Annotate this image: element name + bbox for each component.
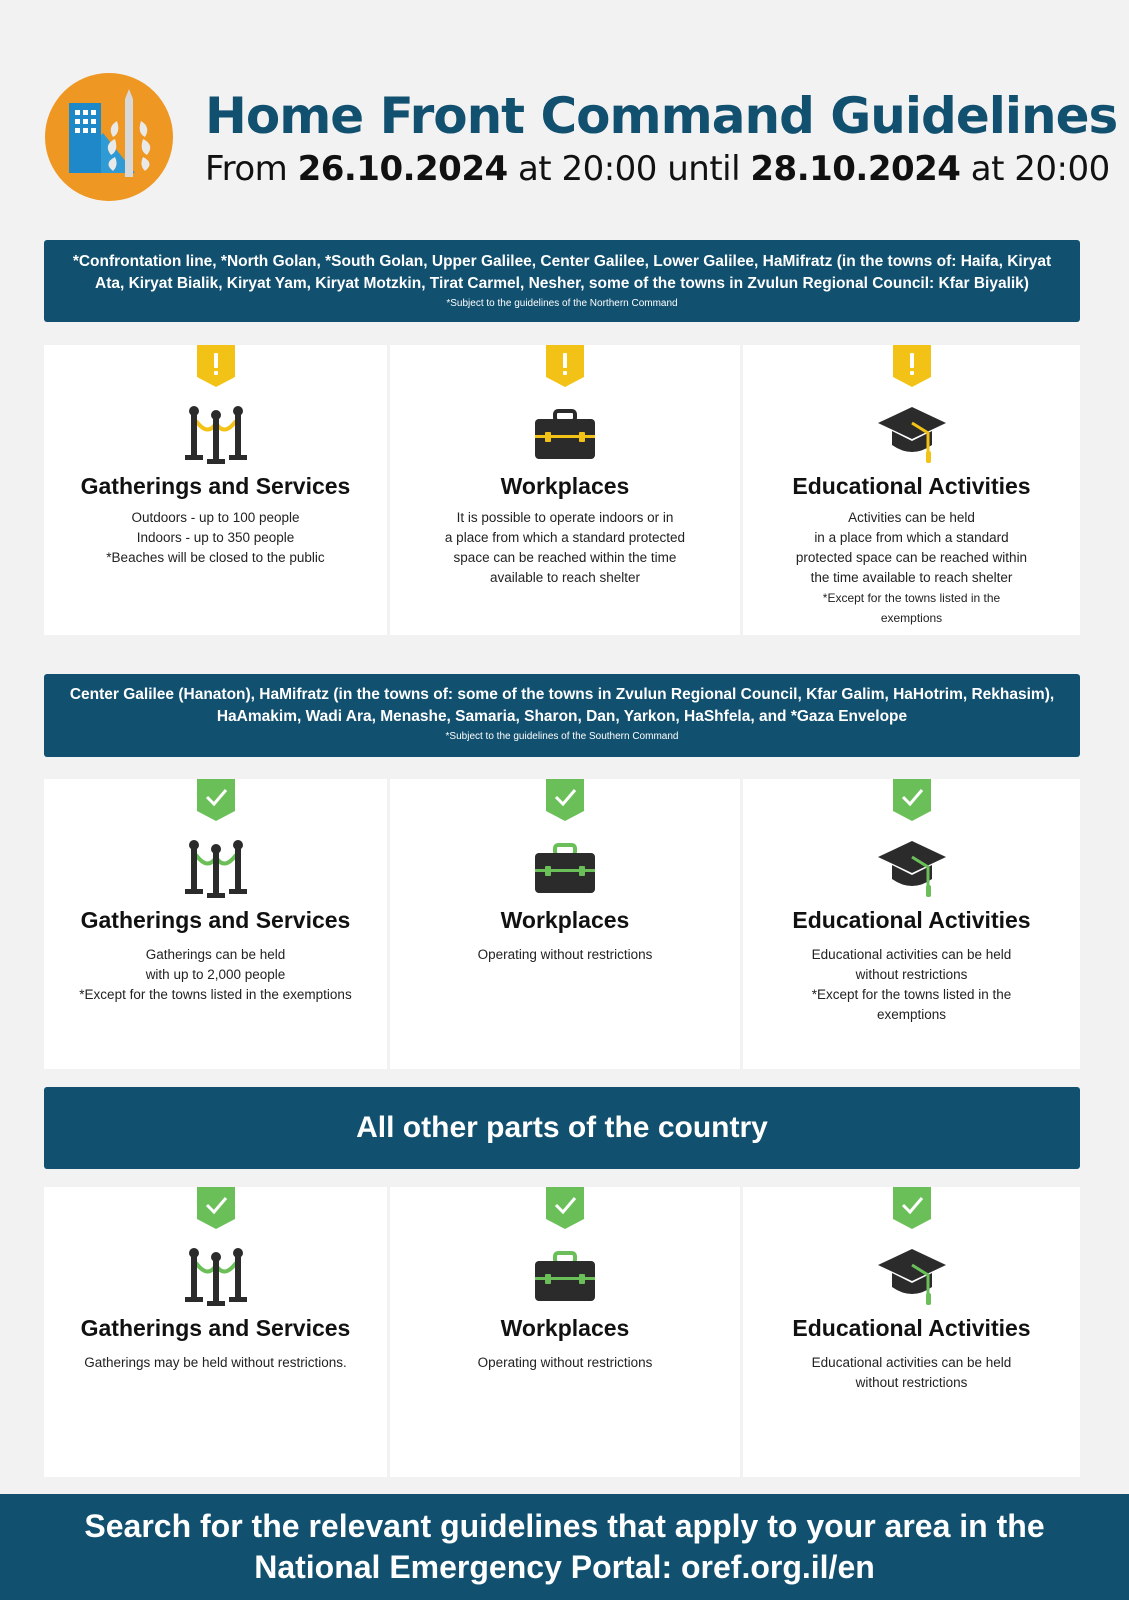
card-title: Educational Activities xyxy=(792,907,1031,933)
end-date: 28.10.2024 xyxy=(750,149,961,189)
card-line: the time available to reach shelter xyxy=(810,570,1013,585)
checkmark-icon xyxy=(197,1187,235,1229)
zone-3-cards xyxy=(44,1187,1080,1477)
card-line: Gatherings can be held xyxy=(145,947,286,962)
zone-1-areas: *Confrontation line, *North Golan, *South Golan, Upper Galilee, Center Galilee, Lower Galilee, HaMifratz (in the towns of: Haifa, Kiryat Ata, Kiryat Bialik, Kiryat Yam, Kiryat Motzkin, Tirat Carmel, Nesher, some of the towns in Zvulun Regional Council: Kfar Biyalik) xyxy=(72,253,1052,292)
start-date: 26.10.2024 xyxy=(297,149,508,189)
card-title: Workplaces xyxy=(500,473,630,499)
exclamation-icon xyxy=(893,345,931,387)
stanchions-icon xyxy=(180,835,252,901)
workplaces-card xyxy=(390,1187,740,1477)
card-title: Gatherings and Services xyxy=(80,1315,351,1341)
zone-1-cards xyxy=(44,345,1080,635)
checkmark-icon xyxy=(893,1187,931,1229)
card-title: Workplaces xyxy=(500,1315,630,1341)
home-front-command-logo-icon xyxy=(45,73,173,201)
gatherings-card xyxy=(44,779,387,1069)
card-line: Activities can be held xyxy=(848,510,975,525)
card-footnote: exemptions xyxy=(880,611,943,625)
stanchions-icon xyxy=(180,401,252,467)
card-line: Educational activities can be held xyxy=(811,1355,1012,1370)
card-footnote: *Except for the towns listed in the xyxy=(822,591,1001,605)
checkmark-icon xyxy=(546,779,584,821)
card-body xyxy=(402,945,728,965)
card-line: Gatherings may be held without restrictions. xyxy=(84,1355,347,1370)
card-line: space can be reached within the time xyxy=(453,550,677,565)
from-word: From xyxy=(205,149,288,189)
exclamation-icon xyxy=(197,345,235,387)
briefcase-icon xyxy=(529,835,601,901)
card-title: Educational Activities xyxy=(792,1315,1031,1341)
exclamation-icon xyxy=(546,345,584,387)
briefcase-icon xyxy=(529,1243,601,1309)
graduation-cap-icon xyxy=(876,1243,948,1309)
checkmark-icon xyxy=(893,779,931,821)
page-title: Home Front Command Guidelines xyxy=(205,87,1118,145)
gatherings-card xyxy=(44,345,387,635)
card-line: a place from which a standard protected xyxy=(444,530,686,545)
card-body xyxy=(402,508,728,588)
card-title: Gatherings and Services xyxy=(80,907,351,933)
card-line: exemptions xyxy=(876,1007,947,1022)
gatherings-card xyxy=(44,1187,387,1477)
card-body xyxy=(56,508,375,568)
zone-2-cards xyxy=(44,779,1080,1069)
zone-3-banner: All other parts of the country xyxy=(44,1087,1080,1169)
footer-banner xyxy=(0,1494,1129,1600)
card-title: Workplaces xyxy=(500,907,630,933)
card-body xyxy=(56,945,375,1005)
card-title: Educational Activities xyxy=(792,473,1031,499)
zone-2-banner xyxy=(44,674,1080,757)
card-title: Gatherings and Services xyxy=(80,473,351,499)
card-line: in a place from which a standard xyxy=(814,530,1009,545)
card-body xyxy=(56,1353,375,1373)
card-body xyxy=(755,1353,1068,1393)
graduation-cap-icon xyxy=(876,401,948,467)
workplaces-card xyxy=(390,345,740,635)
card-line: available to reach shelter xyxy=(489,570,641,585)
educational-card xyxy=(743,1187,1080,1477)
checkmark-icon xyxy=(197,779,235,821)
graduation-cap-icon xyxy=(876,835,948,901)
date-range-subtitle xyxy=(205,149,1110,189)
zone-1-banner xyxy=(44,240,1080,322)
briefcase-icon xyxy=(529,401,601,467)
educational-card xyxy=(743,779,1080,1069)
card-line: Operating without restrictions xyxy=(477,1355,653,1370)
card-line: *Except for the towns listed in the xyxy=(811,987,1012,1002)
card-line: It is possible to operate indoors or in xyxy=(456,510,674,525)
card-line: *Except for the towns listed in the exemptions xyxy=(79,987,352,1002)
checkmark-icon xyxy=(546,1187,584,1229)
workplaces-card xyxy=(390,779,740,1069)
card-line: *Beaches will be closed to the public xyxy=(106,550,325,565)
educational-card xyxy=(743,345,1080,635)
stanchions-icon xyxy=(180,1243,252,1309)
header xyxy=(45,73,1118,203)
zone-2-note: *Subject to the guidelines of the Southern Command xyxy=(445,731,679,742)
card-line: without restrictions xyxy=(855,1375,968,1390)
card-line: Indoors - up to 350 people xyxy=(136,530,295,545)
card-line: Operating without restrictions xyxy=(477,947,653,962)
start-time-until: at 20:00 until xyxy=(517,149,741,189)
card-body xyxy=(755,508,1068,628)
zone-1-note: *Subject to the guidelines of the Northern Command xyxy=(446,298,678,309)
card-line: without restrictions xyxy=(855,967,968,982)
card-line: Educational activities can be held xyxy=(811,947,1012,962)
card-line: Outdoors - up to 100 people xyxy=(131,510,300,525)
end-time: at 20:00 xyxy=(970,149,1110,189)
card-line: protected space can be reached within xyxy=(795,550,1028,565)
footer-line-1: Search for the relevant guidelines that apply to your area in the xyxy=(84,1508,1045,1544)
card-body xyxy=(755,945,1068,1025)
footer-portal-link[interactable]: National Emergency Portal: oref.org.il/en xyxy=(254,1549,875,1585)
zone-2-areas: Center Galilee (Hanaton), HaMifratz (in the towns of: some of the towns in Zvulun Regional Council, Kfar Galim, HaHotrim, Rekhasim), HaAmakim, Wadi Ara, Menashe, Samaria, Sharon, Dan, Yarkon, HaShfela, and *Gaza Envelope xyxy=(69,686,1055,725)
card-body xyxy=(402,1353,728,1373)
card-line: with up to 2,000 people xyxy=(145,967,286,982)
